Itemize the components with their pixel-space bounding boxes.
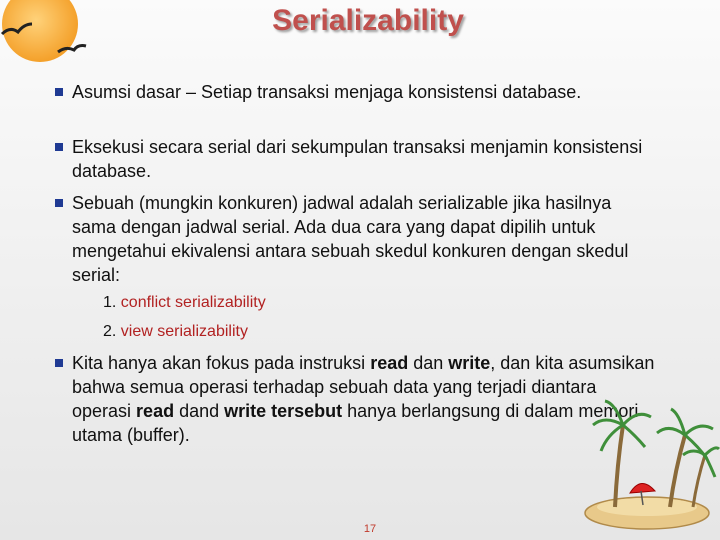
numbered-item (103, 293, 266, 313)
bullet-text-part: dand (174, 401, 225, 421)
bullet-text: Eksekusi secara serial dari sekumpulan transaksi menjamin konsistensi database. (72, 137, 643, 181)
bullet-text: Asumsi dasar – Setiap transaksi menjaga konsistensi database. (72, 82, 582, 102)
bullet-item (72, 80, 657, 104)
bullet-text-part: hanya berlangsung di dalam memori utama (buffer). (72, 401, 639, 445)
bullet-text-part: Kita hanya akan fokus pada instruksi (72, 353, 371, 373)
palm-island-icon (575, 395, 720, 540)
item-number: 2. (103, 323, 117, 340)
bullet-text-part: dan (408, 353, 449, 373)
bullet-item (72, 191, 657, 287)
item-number: 1. (103, 294, 117, 311)
bold-term: read (136, 401, 175, 421)
page-number: 17 (363, 523, 377, 535)
bullet-item (72, 351, 657, 447)
item-term: conflict serializability (120, 294, 266, 311)
square-bullet-icon (55, 88, 63, 96)
item-term: view serializability (120, 323, 248, 340)
square-bullet-icon (55, 143, 63, 151)
bullet-item (72, 135, 657, 183)
square-bullet-icon (55, 359, 63, 367)
bullet-text: Sebuah (mungkin konkuren) jadwal adalah serializable jika hasilnya sama dengan jadwal serial. Ada dua cara yang dapat dipilih untuk mengetahui ekivalensi antara sebuah skedul konkuren dengan skedul serial: (72, 193, 629, 285)
numbered-item (103, 322, 248, 342)
slide-title: Serializability (272, 4, 464, 37)
bold-term: write tersebut (224, 401, 343, 421)
bullet-text-part: , dan kita asumsikan bahwa semua operasi terhadap sebuah data yang terjadi diantara operasi (72, 353, 655, 421)
bold-term: read (370, 353, 409, 373)
bold-term: write (448, 353, 491, 373)
square-bullet-icon (55, 199, 63, 207)
